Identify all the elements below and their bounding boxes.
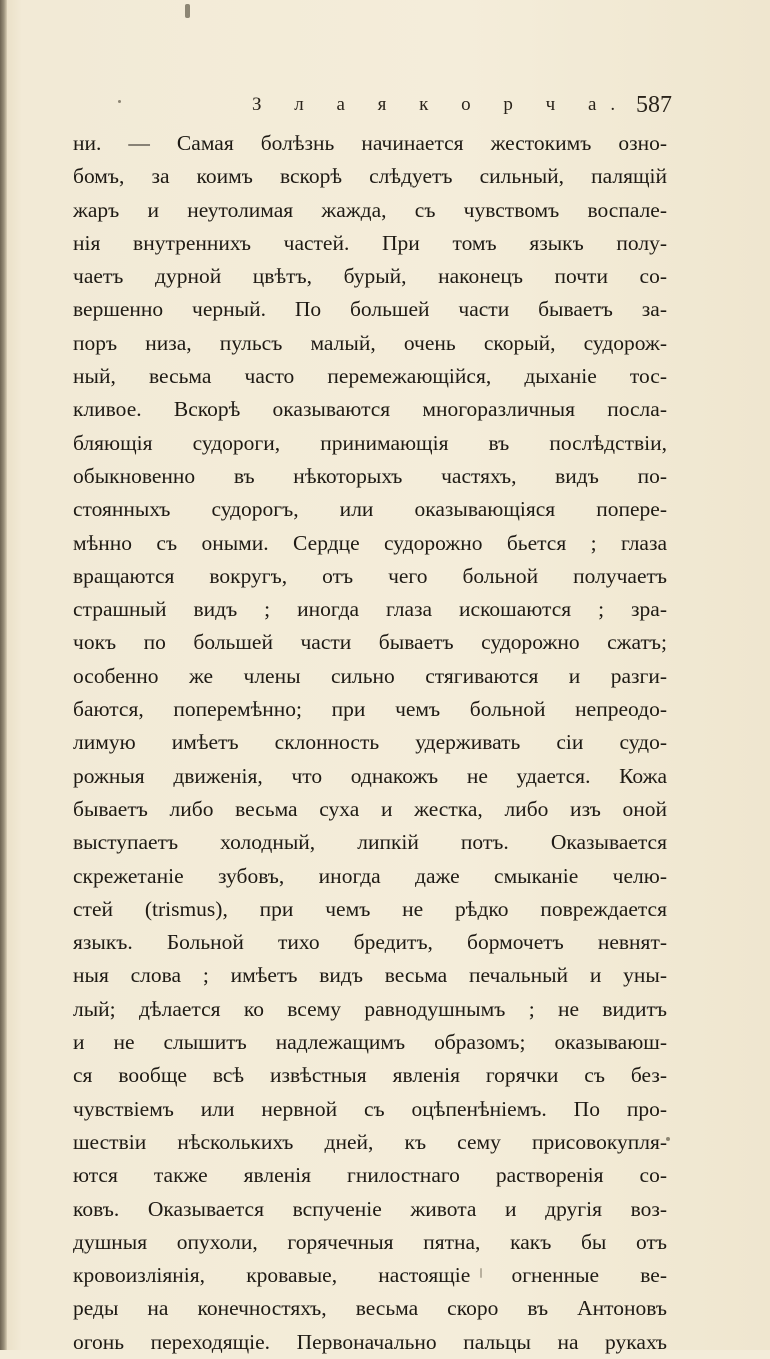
text-line: стоянныхъ судорогъ, или оказывающіяся попере- [73, 497, 667, 522]
ink-speck [185, 4, 190, 18]
text-line: реды на конечностяхъ, весьма скоро въ Антоновъ [73, 1296, 667, 1321]
text-line: и не слышитъ надлежащимъ образомъ; оказываюш- [73, 1030, 667, 1055]
text-line: обыкновенно въ нѣкоторыхъ частяхъ, видъ по- [73, 463, 667, 488]
text-line: чаетъ дурной цвѣтъ, бурый, наконецъ почти со- [73, 264, 667, 289]
text-line: кливое. Вскорѣ оказываются многоразличныя посла- [73, 397, 667, 422]
body-text [73, 127, 667, 1359]
text-line: баются, поперемѣнно; при чемъ больной непреодо- [73, 697, 667, 722]
text-line: огонь переходящіе. Первоначально пальцы на рукахъ [73, 1329, 667, 1354]
text-line: ныя слова ; имѣетъ видъ весьма печальный и уны- [73, 963, 667, 988]
text-line: шествіи нѣсколькихъ дней, къ сему присовокупля- [73, 1129, 667, 1154]
text-line: чокъ по большей части бываетъ судорожно сжатъ; [73, 630, 667, 655]
text-line: ни. — Самая болѣзнь начинается жестокимъ озно- [73, 131, 667, 155]
text-line: рожныя движенія, что однакожъ не удается. Кожа [73, 763, 667, 788]
text-line: жаръ и неутолимая жажда, съ чувствомъ воспале- [73, 197, 667, 222]
text-line: лимую имѣетъ склонность удерживать сіи судо- [73, 730, 667, 755]
text-line: выступаетъ холодный, липкій потъ. Оказывается [73, 830, 667, 855]
text-line: душныя опухоли, горячечныя пятна, какъ бы отъ [73, 1229, 667, 1254]
text-line: стей (trismus), при чемъ не рѣдко повреждается [73, 896, 667, 921]
text-line: чувствіемъ или нервной съ оцѣпенѣніемъ. По про- [73, 1096, 667, 1121]
text-line: вращаются вокругъ, отъ чего больной получаетъ [73, 563, 667, 588]
text-line: бываетъ либо весьма суха и жестка, либо изъ оной [73, 796, 667, 821]
text-line: кровоизліянія, кровавые, настоящіе огненные ве- [73, 1263, 667, 1288]
text-line: особенно же члены сильно стягиваются и разги- [73, 663, 667, 688]
text-line: страшный видъ ; иногда глаза искошаются ; зра- [73, 597, 667, 622]
text-line: бомъ, за коимъ вскорѣ слѣдуетъ сильный, палящій [73, 164, 667, 189]
text-line: языкъ. Больной тихо бредитъ, бормочетъ невнят- [73, 930, 667, 955]
text-line: ся вообще всѣ извѣстныя явленія горячки съ без- [73, 1063, 667, 1088]
page-number: 587 [636, 92, 672, 118]
text-line: бляющія судороги, принимающія въ послѣдствіи, [73, 430, 667, 455]
text-line: вершенно черный. По большей части бываетъ за- [73, 297, 667, 322]
text-line: ный, весьма часто перемежающійся, дыханіе тос- [73, 364, 667, 389]
text-line: поръ низа, пульсъ малый, очень скорый, судорож- [73, 330, 667, 355]
page-header [72, 92, 672, 128]
text-line: нія внутреннихъ частей. При томъ языкъ полу- [73, 230, 667, 255]
text-line: ковъ. Оказывается вспученіе живота и другія воз- [73, 1196, 667, 1221]
running-title: З л а я к о р ч а. [252, 94, 630, 115]
text-line: мѣнно съ оными. Сердце судорожно бьется ; глаза [73, 530, 667, 555]
binding-edge [0, 0, 7, 1350]
text-line: лый; дѣлается ко всему равнодушнымъ ; не видитъ [73, 996, 667, 1021]
text-line: ются также явленія гнилостнаго растворенія со- [73, 1163, 667, 1188]
text-line: скрежетаніе зубовъ, иногда даже смыканіе челю- [73, 863, 667, 888]
